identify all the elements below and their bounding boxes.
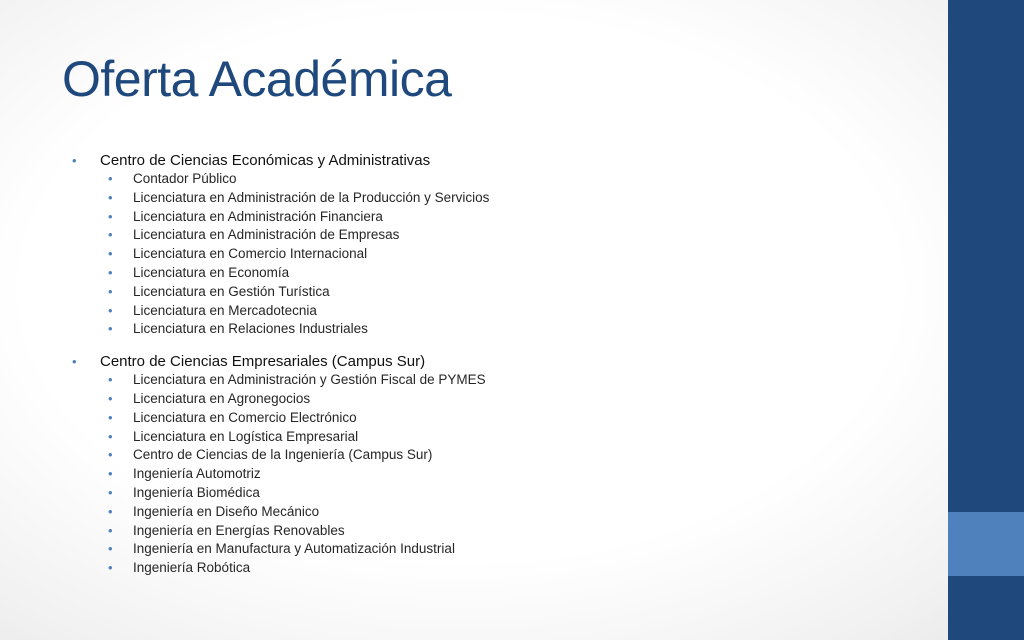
bullet-icon: • bbox=[108, 484, 113, 500]
bullet-icon: • bbox=[108, 227, 113, 243]
program-name: Licenciatura en Mercadotecnia bbox=[133, 302, 317, 318]
program-name: Licenciatura en Logística Empresarial bbox=[133, 428, 359, 444]
list-item bbox=[72, 465, 932, 484]
list-item bbox=[72, 208, 932, 227]
bullet-icon: • bbox=[108, 208, 113, 224]
list-item bbox=[72, 189, 932, 208]
program-name: Licenciatura en Comercio Internacional bbox=[133, 246, 368, 262]
bullet-icon: • bbox=[108, 390, 113, 406]
list-item bbox=[72, 283, 932, 302]
bullet-icon: • bbox=[108, 321, 113, 337]
list-item bbox=[72, 428, 932, 447]
program-name: Ingeniería Robótica bbox=[133, 560, 251, 576]
list-item bbox=[72, 170, 932, 189]
program-name: Ingeniería Biomédica bbox=[133, 484, 260, 500]
section-heading bbox=[72, 151, 932, 170]
program-name: Contador Público bbox=[133, 171, 237, 186]
program-name: Ingeniería Automotriz bbox=[133, 466, 261, 482]
bullet-icon: • bbox=[108, 171, 113, 186]
bullet-icon: • bbox=[108, 447, 113, 463]
sidebar-accent-block bbox=[948, 512, 1024, 576]
bullet-icon: • bbox=[108, 541, 113, 557]
list-item bbox=[72, 559, 932, 578]
bullet-icon: • bbox=[108, 372, 113, 388]
section-heading-text: Centro de Ciencias Económicas y Administrativas bbox=[100, 152, 431, 169]
list-item bbox=[72, 371, 932, 390]
program-name: Ingeniería en Energías Renovables bbox=[133, 522, 345, 538]
list-item bbox=[72, 522, 932, 541]
bullet-icon: • bbox=[72, 354, 77, 370]
program-name: Licenciatura en Administración de Empresas bbox=[133, 227, 400, 243]
program-name: Licenciatura en Gestión Turística bbox=[133, 283, 330, 299]
list-item bbox=[72, 409, 932, 428]
bullet-icon: • bbox=[108, 409, 113, 425]
list-item bbox=[72, 264, 932, 283]
program-name: Ingeniería en Diseño Mecánico bbox=[133, 503, 320, 519]
bullet-icon: • bbox=[108, 522, 113, 538]
bullet-icon: • bbox=[108, 428, 113, 444]
list-item bbox=[72, 446, 932, 465]
bullet-icon: • bbox=[108, 503, 113, 519]
section-empresariales bbox=[72, 352, 932, 578]
list-item bbox=[72, 226, 932, 245]
list-item bbox=[72, 302, 932, 321]
slide-content bbox=[72, 151, 932, 578]
section-heading bbox=[72, 352, 932, 371]
program-list bbox=[72, 170, 932, 339]
list-item bbox=[72, 540, 932, 559]
bullet-icon: • bbox=[108, 302, 113, 318]
list-item bbox=[72, 484, 932, 503]
bullet-icon: • bbox=[108, 283, 113, 299]
program-name: Licenciatura en Economía bbox=[133, 264, 290, 280]
bullet-icon: • bbox=[108, 189, 113, 205]
bullet-icon: • bbox=[72, 153, 77, 168]
bullet-icon: • bbox=[108, 560, 113, 576]
section-economicas bbox=[72, 151, 932, 339]
program-name: Centro de Ciencias de la Ingeniería (Campus Sur) bbox=[133, 447, 433, 463]
list-item bbox=[72, 390, 932, 409]
bullet-icon: • bbox=[108, 264, 113, 280]
program-name: Licenciatura en Administración de la Producción y Servicios bbox=[133, 189, 490, 205]
bullet-icon: • bbox=[108, 466, 113, 482]
program-name: Licenciatura en Administración Financiera bbox=[133, 208, 383, 224]
list-item bbox=[72, 503, 932, 522]
slide-title: Oferta Académica bbox=[62, 51, 452, 107]
program-name: Licenciatura en Relaciones Industriales bbox=[133, 321, 368, 337]
bullet-icon: • bbox=[108, 246, 113, 262]
section-heading-text: Centro de Ciencias Empresariales (Campus Sur) bbox=[100, 353, 426, 371]
list-item bbox=[72, 245, 932, 264]
program-name: Ingeniería en Manufactura y Automatización Industrial bbox=[133, 541, 455, 557]
program-name: Licenciatura en Administración y Gestión Fiscal de PYMES bbox=[133, 372, 486, 388]
program-name: Licenciatura en Agronegocios bbox=[133, 390, 311, 406]
program-name: Licenciatura en Comercio Electrónico bbox=[133, 409, 357, 425]
list-item bbox=[72, 320, 932, 339]
program-list bbox=[72, 371, 932, 578]
